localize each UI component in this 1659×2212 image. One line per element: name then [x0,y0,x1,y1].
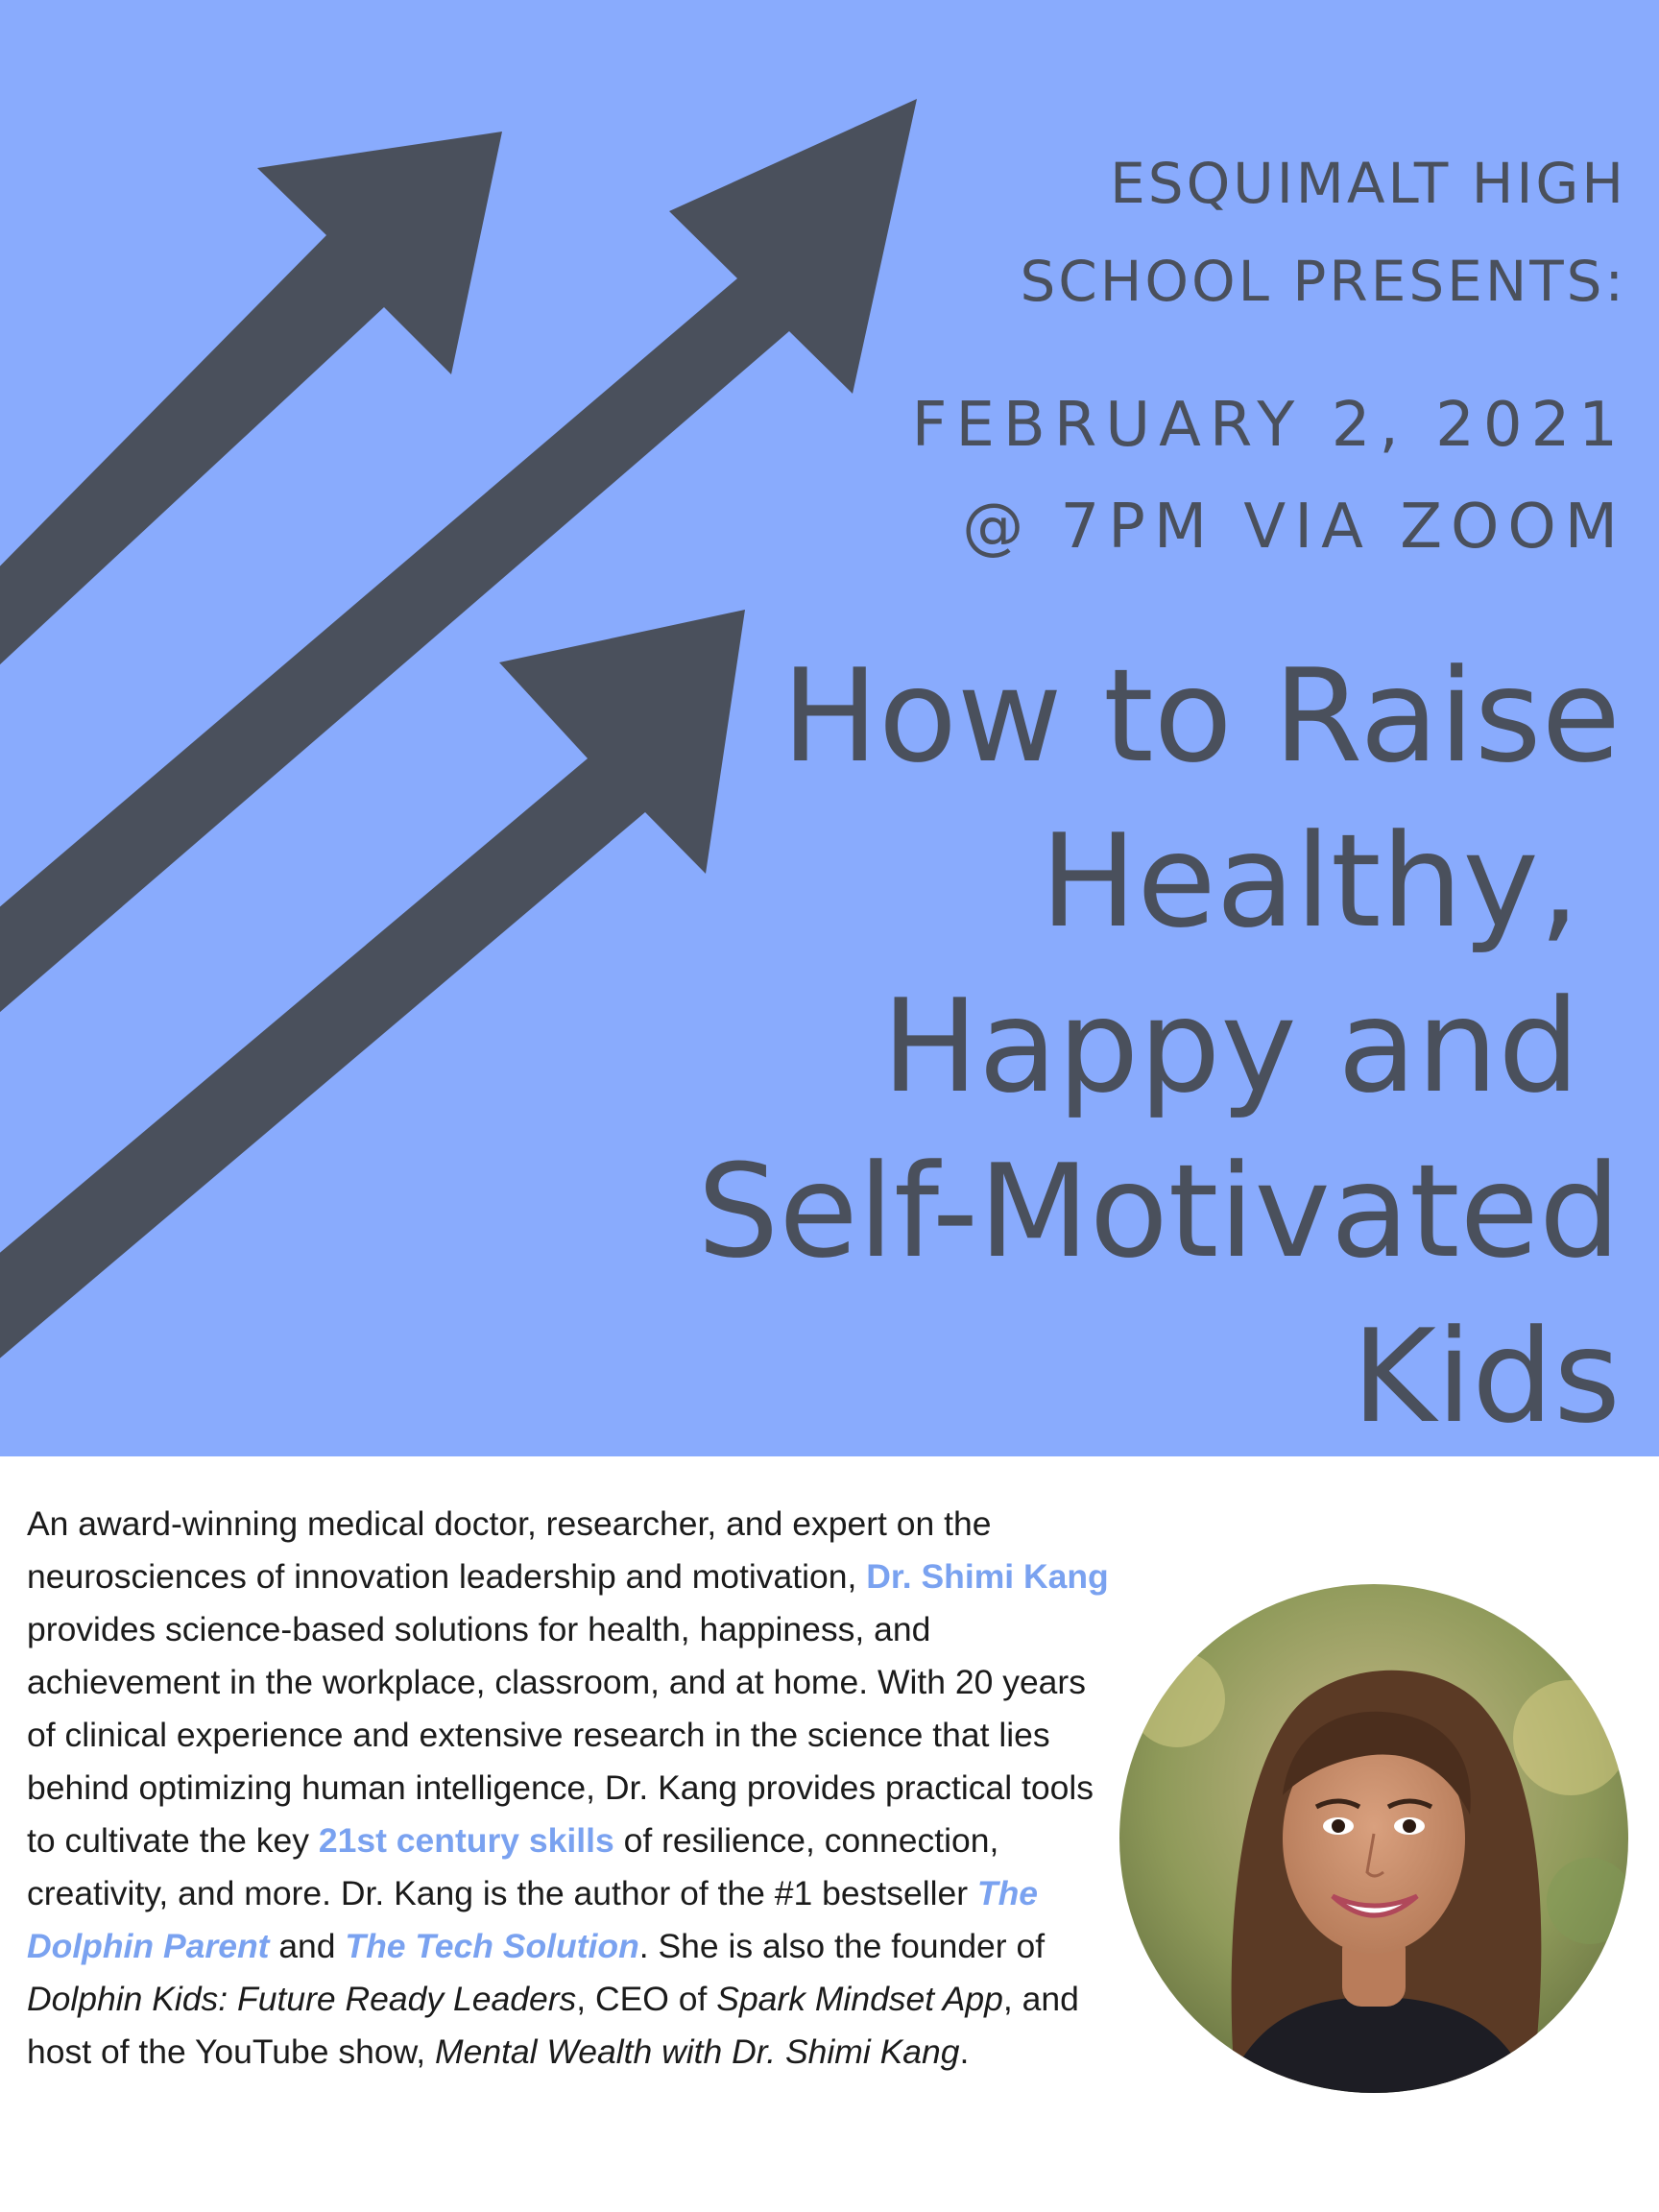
speaker-bio [27,1498,1117,2079]
presenter-line-2: SCHOOL PRESENTS: [1020,249,1626,314]
book-title-1: The Dolphin Parent [27,1874,1039,1965]
event-time-venue: @ 7PM VIA ZOOM [962,492,1626,563]
bio-text-4: and [269,1927,346,1965]
bio-text-6: , CEO of [576,1980,717,2018]
org-name-2: Spark Mindset App [716,1980,1003,2018]
title-line-3: Happy and [881,972,1621,1121]
presenter-heading [1020,134,1626,330]
skills-highlight: 21st century skills [318,1821,614,1860]
speaker-name: Dr. Shimi Kang [866,1557,1109,1596]
show-name: Mental Wealth with Dr. Shimi Kang [435,2032,960,2071]
title-line-2: Healthy, [1040,806,1621,956]
bio-text-7: , and host of the YouTube show, [27,1980,1079,2071]
bio-text-1: An award-winning medical doctor, researcher, and expert on the neurosciences of innovation leadership and motivation, [27,1504,992,1596]
event-date: FEBRUARY 2, 2021 [911,390,1626,461]
book-title-2: The Tech Solution [345,1927,639,1965]
bio-text-3: of resilience, connection, creativity, and more. Dr. Kang is the author of the #1 bestseller [27,1821,999,1912]
presenter-line-1: ESQUIMALT HIGH [1110,151,1626,216]
speaker-photo [1119,1584,1628,2093]
title-line-4: Self-Motivated [697,1137,1621,1286]
org-name-1: Dolphin Kids: Future Ready Leaders [27,1980,577,2018]
bio-text-8: . [959,2032,970,2071]
bio-text-2: provides science-based solutions for health, happiness, and achievement in the workplace, classroom, and at home. With 20 years of clinical experience and extensive research in the science that lies behind optimizing human intelligence, Dr. Kang provides practical tools to cultivate the key [27,1610,1094,1860]
arrow-bottom-icon [0,610,745,1382]
event-title [697,634,1621,1456]
event-datetime [912,374,1626,578]
speaker-portrait-image [1119,1584,1628,2093]
title-line-5: Kids [1352,1302,1621,1452]
bio-text-5: . She is also the founder of [638,1927,1046,1965]
title-line-1: How to Raise [781,641,1621,791]
